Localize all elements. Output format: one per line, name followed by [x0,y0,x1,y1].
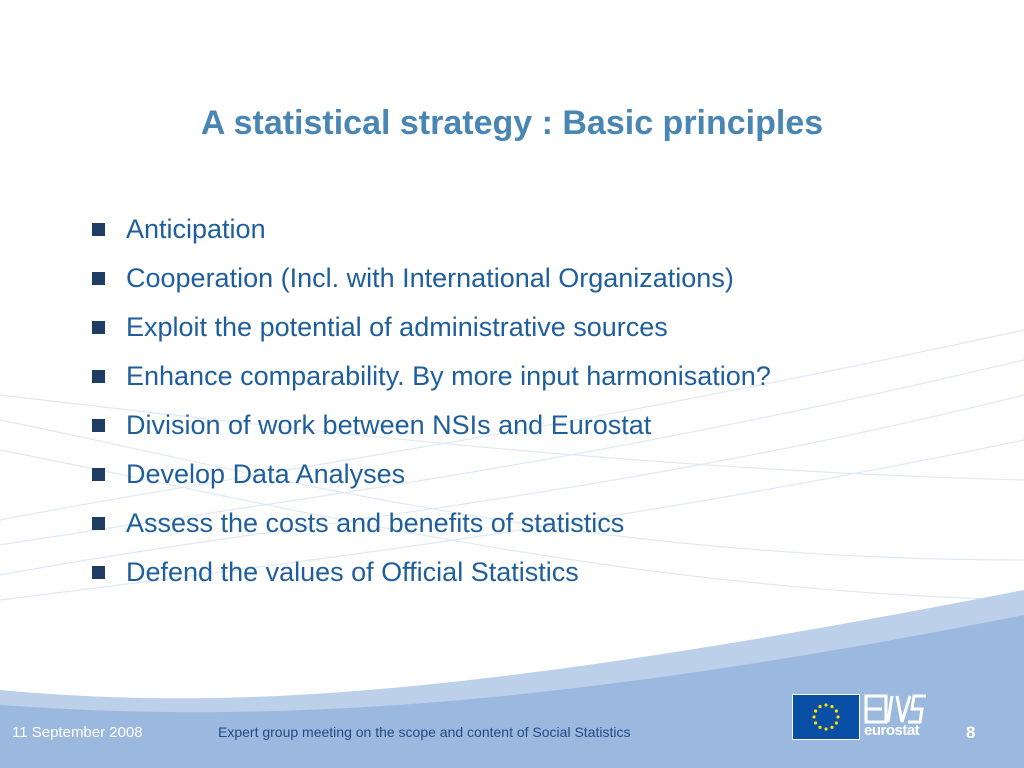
bullet-text: Enhance comparability. By more input harmonisation? [126,361,771,391]
eurostat-mark-icon [864,694,928,724]
footer-date: 11 September 2008 [12,724,143,741]
page-number: 8 [966,723,976,742]
bullet-text: Develop Data Analyses [126,459,406,489]
list-item [92,548,992,597]
eurostat-logo [864,694,932,742]
bullet-text: Cooperation (Incl. with International Organizations) [126,263,734,293]
square-bullet-icon [92,370,105,383]
footer-meeting-title: Expert group meeting on the scope and content of Social Statistics [218,724,631,740]
eurostat-logo-text: eurostat [864,722,920,739]
slide-title: A statistical strategy : Basic principles [200,104,824,142]
bullet-text: Defend the values of Official Statistics [126,557,579,587]
list-item [92,450,992,499]
list-item [92,401,992,450]
list-item [92,254,992,303]
square-bullet-icon [92,223,105,236]
eu-flag-icon [792,694,860,740]
square-bullet-icon [92,566,105,579]
square-bullet-icon [92,517,105,530]
list-item [92,499,992,548]
bullet-list [92,205,992,597]
bullet-text: Exploit the potential of administrative sources [126,312,668,342]
square-bullet-icon [92,272,105,285]
list-item [92,352,992,401]
bullet-text: Assess the costs and benefits of statistics [126,508,625,538]
bullet-text: Anticipation [126,214,266,244]
bullet-text: Division of work between NSIs and Eurostat [126,410,652,440]
square-bullet-icon [92,419,105,432]
list-item [92,303,992,352]
list-item [92,205,992,254]
square-bullet-icon [92,468,105,481]
square-bullet-icon [92,321,105,334]
